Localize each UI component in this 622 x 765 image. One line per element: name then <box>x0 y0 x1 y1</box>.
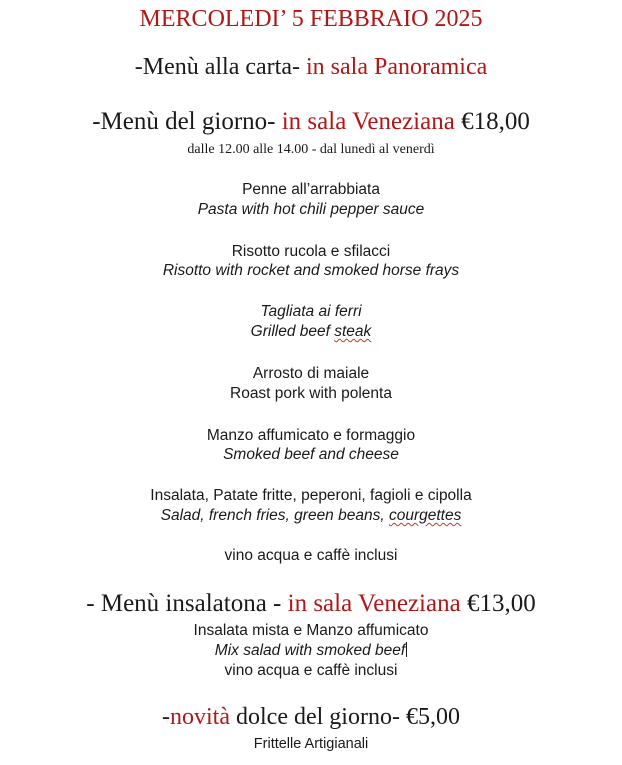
dish-1-english <box>0 201 622 219</box>
dish-2-it-text: Risotto rucola e sfilacci <box>231 243 391 260</box>
dish-4-english <box>0 385 622 403</box>
dish-1-en-text: Pasta with hot chili pepper sauce <box>197 201 425 218</box>
hours-text: dalle 12.00 alle 14.00 - dal lunedì al venerdì <box>187 142 435 157</box>
dish-6-en-text-b: courgettes <box>388 507 462 524</box>
dish-6-english <box>0 507 622 525</box>
insalatona-prefix: - Menù insalatona - <box>86 590 288 617</box>
dish-6-italian <box>0 487 622 505</box>
dish-5-en-text: Smoked beef and cheese <box>223 446 399 463</box>
dish-3-italian <box>0 303 622 321</box>
giorno-heading <box>0 108 622 136</box>
insalatona-line-1-text: Insalata mista e Manzo affumicato <box>193 622 429 639</box>
insalatona-line-2 <box>0 642 622 660</box>
insalatona-heading <box>0 590 622 618</box>
dish-4-it-text: Arrosto di maiale <box>252 365 370 382</box>
giorno-prefix: -Menù del giorno- <box>92 108 282 135</box>
carta-heading <box>0 54 622 81</box>
insalatona-price: €13,00 <box>460 590 536 617</box>
giorno-included-text: vino acqua e caffè inclusi <box>224 547 398 564</box>
insalatona-line-2-text: Mix salad with smoked beef <box>214 642 406 659</box>
dish-6-en-text-a: Salad, french fries, green beans, <box>160 507 389 524</box>
giorno-price: €18,00 <box>454 108 530 135</box>
page-date <box>0 6 622 33</box>
dolce-item <box>0 736 622 752</box>
dolce-rest: dolce del giorno- €5,00 <box>230 704 460 730</box>
date-text: MERCOLEDI’ 5 FEBBRAIO 2025 <box>139 6 483 32</box>
dish-4-en-text: Roast pork with polenta <box>230 385 392 402</box>
dolce-prefix: - <box>162 704 171 730</box>
carta-prefix: -Menù alla carta- <box>134 54 306 80</box>
dish-2-italian <box>0 243 622 261</box>
dish-6-it-text: Insalata, Patate fritte, peperoni, fagioli e cipolla <box>150 487 472 504</box>
insalatona-line-3 <box>0 662 622 680</box>
dish-2-english <box>0 262 622 280</box>
dish-3-it-text: Tagliata ai ferri <box>260 303 362 320</box>
giorno-included <box>0 547 622 565</box>
insalatona-line-3-text: vino acqua e caffè inclusi <box>224 662 398 679</box>
insalatona-room: in sala Veneziana <box>287 590 461 617</box>
dish-5-english <box>0 446 622 464</box>
dolce-novita: novità <box>170 704 231 730</box>
dish-3-en-text-b: steak <box>334 323 372 340</box>
giorno-room: in sala Veneziana <box>281 108 455 135</box>
dish-3-english <box>0 323 622 341</box>
dolce-heading <box>0 704 622 731</box>
text-cursor <box>406 642 407 657</box>
dish-1-it-text: Penne all’arrabbiata <box>242 181 380 198</box>
dish-5-it-text: Manzo affumicato e formaggio <box>206 427 416 444</box>
dish-1-italian <box>0 181 622 199</box>
dish-2-en-text: Risotto with rocket and smoked horse frays <box>162 262 460 279</box>
dish-5-italian <box>0 427 622 445</box>
carta-room: in sala Panoramica <box>305 54 488 80</box>
insalatona-line-1 <box>0 622 622 640</box>
dolce-item-text: Frittelle Artigianali <box>253 736 369 752</box>
dish-3-en-text-a: Grilled beef <box>250 323 335 340</box>
dish-4-italian <box>0 365 622 383</box>
giorno-hours <box>0 142 622 158</box>
